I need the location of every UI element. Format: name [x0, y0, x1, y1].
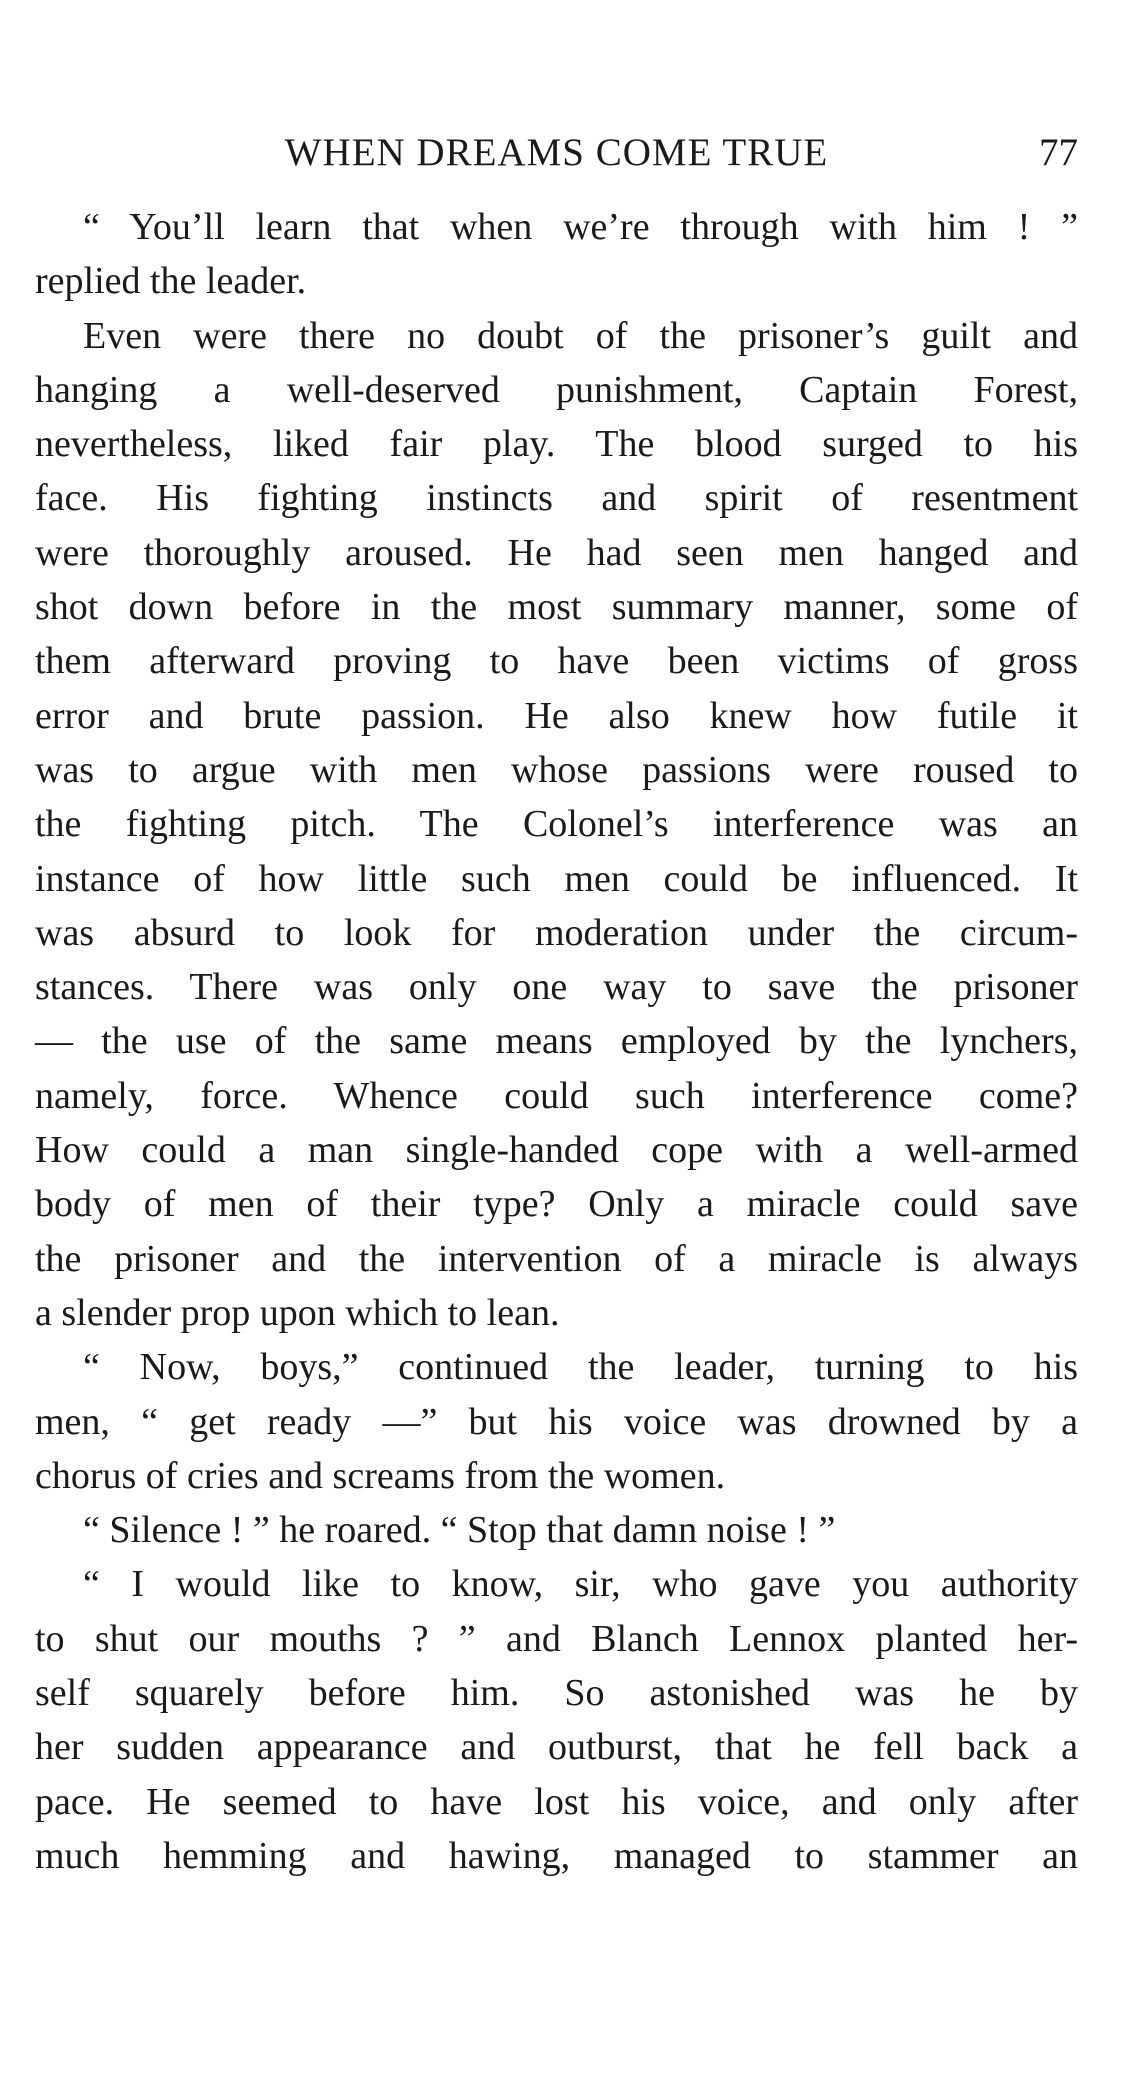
text-line: chorus of cries and screams from the women.	[35, 1454, 726, 1497]
text-line: much hemming and hawing, managed to stammer an	[35, 1834, 1078, 1877]
text-line: was to argue with men whose passions were roused to	[35, 748, 1078, 791]
text-line: a slender prop upon which to lean.	[35, 1291, 560, 1334]
paragraph	[35, 1557, 1078, 1883]
paragraph	[35, 309, 1078, 1341]
text-line: pace. He seemed to have lost his voice, and only after	[35, 1780, 1078, 1823]
text-line: “ Silence ! ” he roared. “ Stop that damn noise ! ”	[83, 1509, 836, 1552]
text-line: “ You’ll learn that when we’re through with him ! ”	[83, 206, 1078, 248]
text-line: namely, force. Whence could such interference come?	[35, 1074, 1078, 1117]
body-text	[35, 200, 1078, 1883]
text-line: instance of how little such men could be influenced. It	[35, 857, 1078, 900]
text-line: men, “ get ready —” but his voice was drowned by a	[35, 1400, 1078, 1443]
text-line: error and brute passion. He also knew how futile it	[35, 694, 1078, 737]
running-title: WHEN DREAMS COME TRUE	[284, 131, 829, 174]
text-line: “ I would like to know, sir, who gave you authority	[83, 1563, 1078, 1606]
text-line: hanging a well-deserved punishment, Captain Forest,	[35, 368, 1078, 411]
text-line: nevertheless, liked fair play. The blood surged to his	[35, 423, 1078, 466]
text-line: self squarely before him. So astonished was he by	[35, 1672, 1078, 1715]
paragraph	[35, 1340, 1078, 1503]
text-line: body of men of their type? Only a miracle could save	[35, 1183, 1078, 1226]
text-line: shot down before in the most summary manner, some of	[35, 586, 1078, 629]
text-line: stances. There was only one way to save the prisoner	[35, 966, 1078, 1009]
paragraph	[35, 1503, 1078, 1557]
paragraph	[35, 200, 1078, 309]
text-line: replied the leader.	[35, 260, 307, 303]
text-line: was absurd to look for moderation under the circum-	[35, 911, 1078, 954]
running-header	[35, 128, 1078, 178]
page-number: 77	[1039, 131, 1078, 174]
text-line: How could a man single-handed cope with a well-armed	[35, 1129, 1078, 1172]
text-line: Even were there no doubt of the prisoner’s guilt and	[83, 314, 1078, 357]
text-line: the fighting pitch. The Colonel’s interference was an	[35, 803, 1078, 846]
text-line: were thoroughly aroused. He had seen men hanged and	[35, 531, 1078, 574]
text-line: them afterward proving to have been victims of gross	[35, 640, 1078, 683]
text-line: her sudden appearance and outburst, that he fell back a	[35, 1726, 1078, 1769]
text-line: “ Now, boys,” continued the leader, turning to his	[83, 1346, 1078, 1389]
text-line: face. His fighting instincts and spirit of resentment	[35, 477, 1078, 520]
text-line: the prisoner and the intervention of a miracle is always	[35, 1237, 1078, 1280]
text-line: — the use of the same means employed by the lynchers,	[35, 1020, 1078, 1063]
text-line: to shut our mouths ? ” and Blanch Lennox planted her-	[35, 1617, 1078, 1660]
